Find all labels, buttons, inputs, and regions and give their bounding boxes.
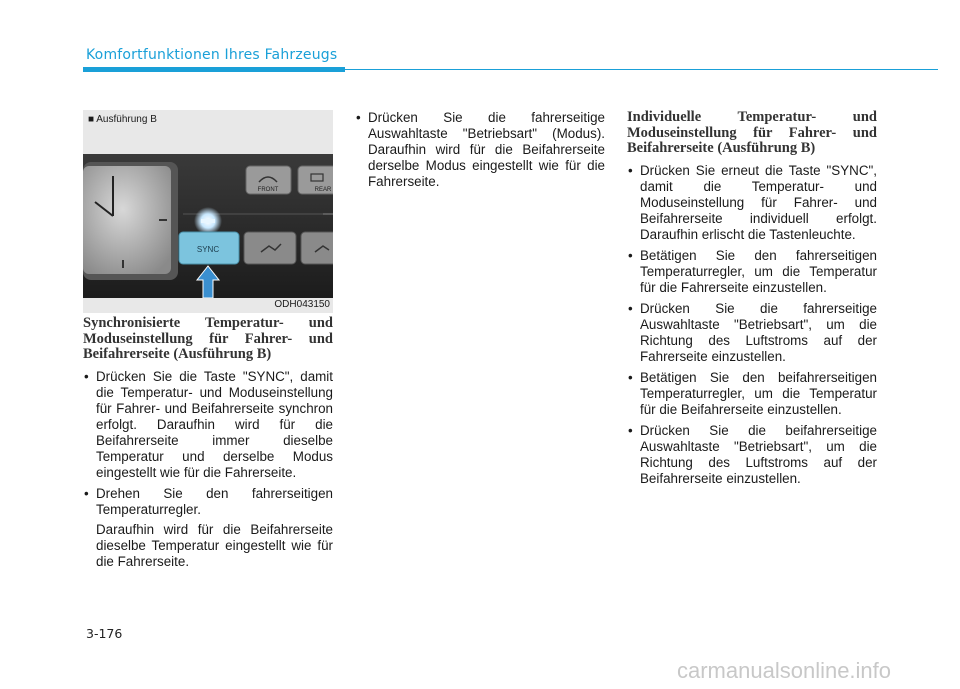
list-item: • Betätigen Sie den beifahrerseitigen Temperaturregler, um die Temperatur für die Beifahrerseite einzustellen. <box>627 370 877 418</box>
rear-button-label: REAR <box>314 187 332 193</box>
section-sync-continued <box>355 110 605 195</box>
section-individual <box>627 110 877 492</box>
climate-panel-photo <box>83 154 333 298</box>
figure-code: ODH043150 <box>274 299 330 310</box>
heading-line: Moduseinstellung für Fahrer- und <box>83 330 333 347</box>
watermark-link[interactable]: carmanualsonline.info <box>677 658 892 683</box>
heading-line: Individuelle Temperatur- und <box>627 109 877 125</box>
climate-control-figure <box>83 110 333 313</box>
list-item: • Drücken Sie die Taste "SYNC", damit die Temperatur- und Moduseinstellung für Fahrer- und Beifahrerseite synchron erfolgt. Daraufhin wird für die Beifahrerseite immer dieselbe Temperatur und derselbe Modus eingestellt wie für die Fahrerseite. <box>83 369 333 481</box>
list-item: • Drücken Sie die fahrerseitige Auswahltaste "Betriebsart" (Modus). Daraufhin wird für die Beifahrerseite derselbe Modus eingestellt wie für die Fahrerseite. <box>355 110 605 190</box>
header-rule <box>345 69 938 70</box>
mode-button <box>244 232 296 264</box>
section-sync <box>83 316 333 570</box>
list-item: • Drücken Sie die fahrerseitige Auswahltaste "Betriebsart", um die Richtung des Luftstroms auf der Fahrerseite einzustellen. <box>627 301 877 365</box>
section-individual-list <box>627 163 877 487</box>
sync-button-label: SYNC <box>196 245 220 254</box>
heading-line: Synchronisierte Temperatur- und <box>83 315 333 331</box>
list-item: • Drücken Sie die beifahrerseitige Auswahltaste "Betriebsart", um die Richtung des Luftstroms auf der Beifahrerseite einzustellen. <box>627 423 877 487</box>
section-individual-heading <box>627 110 877 157</box>
header-accent-bar <box>83 67 345 72</box>
list-item: • Betätigen Sie den fahrerseitigen Temperaturregler, um die Temperatur für die Fahrerseite einzustellen. <box>627 248 877 296</box>
list-item: • Drücken Sie erneut die Taste "SYNC", damit die Temperatur- und Moduseinstellung für Fahrer- und Beifahrerseite individuell erfolgt. Daraufhin erlischt die Tastenleuchte. <box>627 163 877 243</box>
followup-paragraph: Daraufhin wird für die Beifahrerseite dieselbe Temperatur eingestellt wie für die Fahrerseite. <box>96 521 333 569</box>
figure-caption: ■ Ausführung B <box>88 114 157 125</box>
heading-line: Beifahrerseite (Ausführung B) <box>83 346 272 362</box>
heading-line: Beifahrerseite (Ausführung B) <box>627 140 816 156</box>
heading-line: Moduseinstellung für Fahrer- und <box>627 124 877 141</box>
mode-button-2 <box>301 232 333 264</box>
section-sync-continued-list <box>355 110 605 190</box>
page-number: 3-176 <box>86 626 123 641</box>
header-title: Komfortfunktionen Ihres Fahrzeugs <box>86 47 338 63</box>
list-item: • Drehen Sie den fahrerseitigen Temperaturregler. <box>83 486 333 518</box>
section-sync-list <box>83 369 333 518</box>
front-button-label: FRONT <box>257 187 279 193</box>
section-sync-heading <box>83 316 333 363</box>
